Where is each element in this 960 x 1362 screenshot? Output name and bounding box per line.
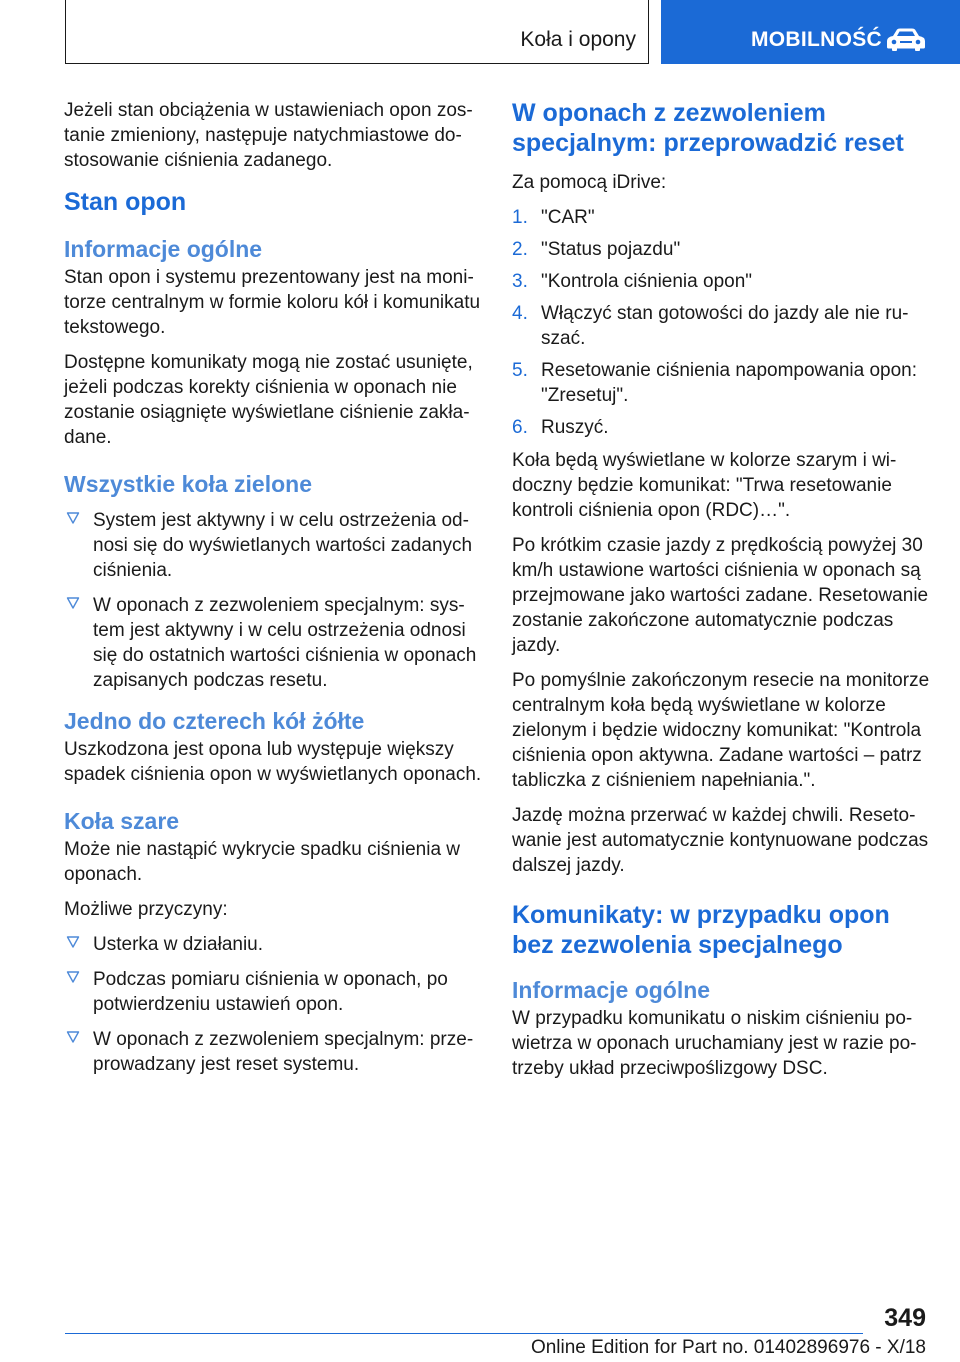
header-section-title: Koła i opony: [520, 28, 636, 51]
all-green-heading: Wszystkie koła zielone: [64, 471, 312, 497]
list-item: [64, 967, 484, 1017]
step-number: 6.: [512, 417, 528, 438]
list-item: [64, 593, 484, 693]
all-green-list: [64, 508, 484, 693]
general-info-paragraph-right: W przypadku komunikatu o niskim ciśnieniu powietrza w oponach uruchamiany jest w razie potrzeby układ przeciwpoślizgowy DSC.: [512, 1008, 917, 1079]
header-left-rule: [65, 0, 66, 64]
car-icon: [885, 27, 927, 51]
triangle-bullet-icon: [66, 595, 80, 611]
step-text: Resetowanie ciśnienia napompowania opon: "Zresetuj".: [541, 360, 918, 406]
header-right-rule: [648, 0, 649, 64]
triangle-bullet-icon: [66, 510, 80, 526]
list-item-text: W oponach z zezwoleniem specjalnym: system jest aktywny i w celu ostrzeżenia odnosi się do ostatnich wartości ciśnienia w oponach zapisanych podczas resetu.: [93, 595, 477, 691]
triangle-bullet-icon: [66, 969, 80, 985]
list-item: [512, 269, 930, 294]
step-text: "Status pojazdu": [541, 239, 681, 260]
list-item: [512, 301, 930, 351]
reset-paragraph-4: Jazdę można przerwać w każdej chwili. Resetowanie jest automatycznie kontynuowane podczas dalszej jazdy.: [512, 805, 929, 876]
step-number: 3.: [512, 271, 528, 292]
general-info-heading: Informacje ogólne: [64, 236, 263, 262]
list-item-text: System jest aktywny i w celu ostrzeżenia odnosi się do wyświetlanych wartości zadanych ciśnienia.: [93, 510, 473, 581]
step-text: Włączyć stan gotowości do jazdy ale nie ruszać.: [541, 303, 909, 349]
causes-list: [64, 932, 484, 1077]
list-item-text: Usterka w działaniu.: [93, 934, 264, 955]
reset-paragraph-2: Po krótkim czasie jazdy z prędkością powyżej 30 km/h ustawione wartości ciśnienia w oponach są przejmowane jako wartości zadane. Resetowanie zostanie zakończone automatycznie podczas jazdy.: [512, 535, 929, 656]
triangle-bullet-icon: [66, 1029, 80, 1045]
step-number: 1.: [512, 207, 528, 228]
footer-edition-text: Online Edition for Part no. 01402896976 - X/18: [530, 1337, 926, 1358]
list-item: [64, 508, 484, 583]
step-text: "CAR": [541, 207, 595, 228]
list-item: [64, 932, 484, 957]
step-number: 5.: [512, 360, 528, 381]
header-chapter-label: MOBILNOŚĆ: [751, 28, 883, 51]
right-column: [512, 98, 930, 1091]
triangle-bullet-icon: [66, 934, 80, 950]
list-item: [512, 415, 930, 440]
list-item-text: Podczas pomiaru ciśnienia w oponach, po potwierdzeniu ustawień opon.: [93, 969, 448, 1015]
header-chapter-tab[interactable]: [661, 0, 960, 64]
messages-heading: Komunikaty: w przypadku opon bez zezwolenia specjalnego: [512, 901, 890, 959]
reset-steps-list: [512, 205, 930, 440]
intro-paragraph: Jeżeli stan obciążenia w ustawieniach opon zostanie zmieniony, następuje natychmiastowe dostosowanie ciśnienia zadanego.: [64, 100, 473, 171]
general-info-heading-right: Informacje ogólne: [512, 977, 711, 1003]
reset-paragraph-1: Koła będą wyświetlane w kolorze szarym i widoczny będzie komunikat: "Trwa resetowanie kontroli ciśnienia opon (RDC)…".: [512, 450, 897, 521]
causes-label: Możliwe przyczyny:: [64, 899, 228, 920]
step-text: "Kontrola ciśnienia opon": [541, 271, 753, 292]
grey-wheels-heading: Koła szare: [64, 808, 180, 834]
general-info-paragraph-2: Dostępne komunikaty mogą nie zostać usunięte, jeżeli podczas korekty ciśnienia w oponach nie zostanie osiągnięte wyświetlane ciśnienie zakładane.: [64, 352, 473, 448]
list-item: [512, 237, 930, 262]
step-number: 2.: [512, 239, 528, 260]
reset-heading: W oponach z zezwoleniem specjalnym: przeprowadzić reset: [512, 99, 904, 157]
idrive-label: Za pomocą iDrive:: [512, 172, 667, 193]
left-column: [64, 98, 484, 1087]
general-info-paragraph-1: Stan opon i systemu prezentowany jest na monitorze centralnym w formie koloru kół i komunikatu tekstowego.: [64, 267, 481, 338]
footer-rule: [65, 1333, 863, 1334]
list-item: [512, 205, 930, 230]
yellow-wheels-heading: Jedno do czterech kół żółte: [64, 708, 365, 734]
step-number: 4.: [512, 303, 528, 324]
yellow-wheels-paragraph: Uszkodzona jest opona lub występuje większy spadek ciśnienia opon w wyświetlanych oponach.: [64, 739, 482, 785]
grey-wheels-paragraph: Może nie nastąpić wykrycie spadku ciśnienia w oponach.: [64, 839, 461, 885]
reset-paragraph-3: Po pomyślnie zakończonym resecie na monitorze centralnym koła będą wyświetlane w kolorze zielonym i będzie widoczny komunikat: "Kontrola ciśnienia opon aktywna. Zadane wartości – patrz tabliczka z ciśnieniem napełniania.".: [512, 670, 930, 791]
list-item: [512, 358, 930, 408]
page-number: 349: [884, 1304, 926, 1332]
list-item-text: W oponach z zezwoleniem specjalnym: przeprowadzany jest reset systemu.: [93, 1029, 474, 1075]
header-bottom-rule: [65, 63, 649, 64]
tire-status-heading: Stan opon: [64, 188, 187, 216]
step-text: Ruszyć.: [541, 417, 609, 438]
list-item: [64, 1027, 484, 1077]
